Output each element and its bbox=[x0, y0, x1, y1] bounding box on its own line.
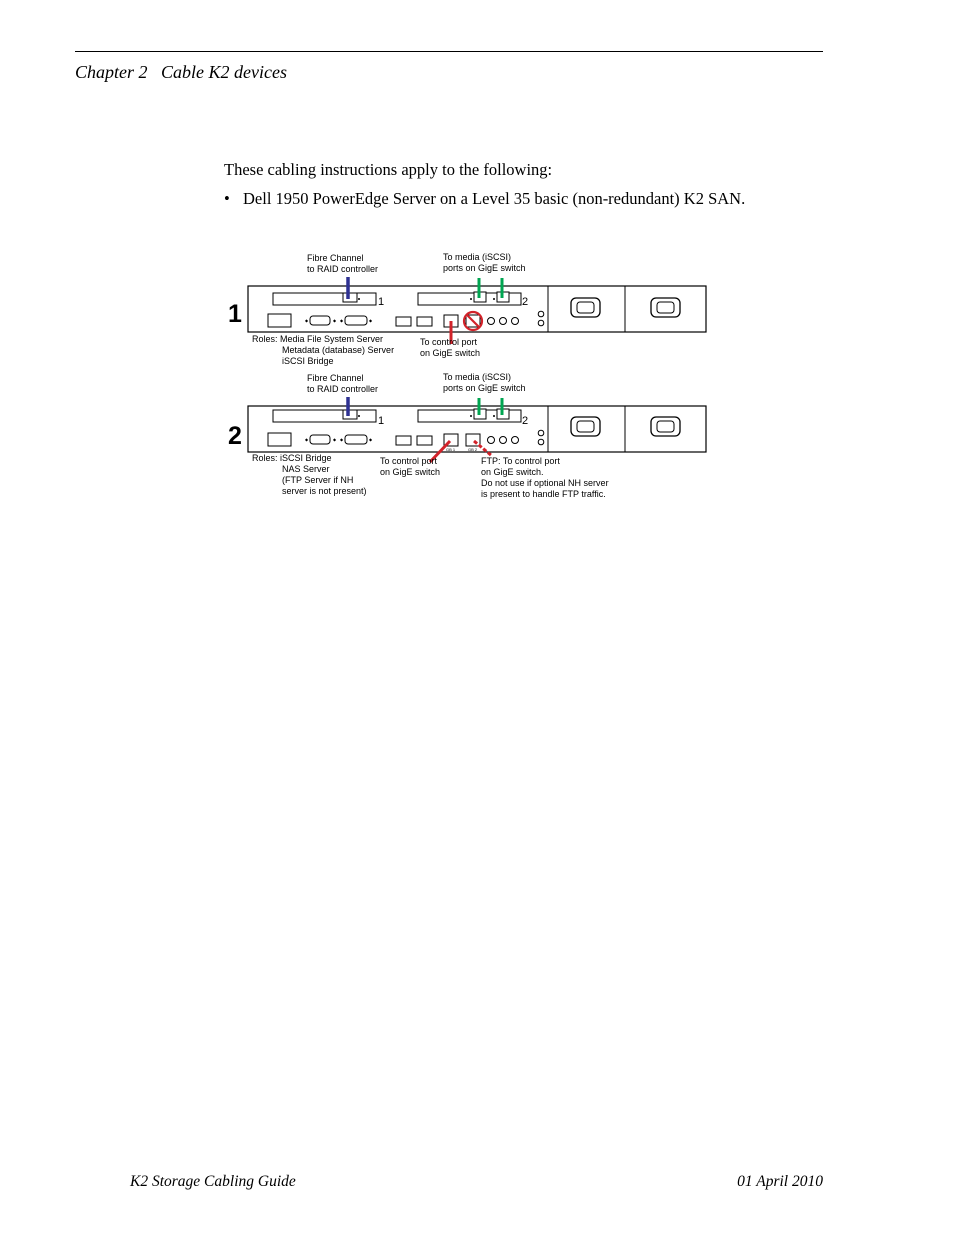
server-2-slot-label-2: 2 bbox=[522, 415, 529, 427]
footer-doc-title: K2 Storage Cabling Guide bbox=[130, 1173, 296, 1190]
server-1-control-label-line2: on GigE switch bbox=[420, 348, 481, 358]
cabling-diagram bbox=[0, 240, 954, 510]
server-2-control-label-line2: on GigE switch bbox=[380, 467, 441, 477]
server-2-control-label-line1: To control port bbox=[380, 456, 438, 466]
server-2-ftp-label-line4: is present to handle FTP traffic. bbox=[481, 489, 606, 499]
server-1-roles-line3: iSCSI Bridge bbox=[282, 356, 334, 366]
server-2-roles-line3: (FTP Server if NH bbox=[282, 475, 354, 485]
server-2-vga-screw-icon: ◆ bbox=[340, 437, 344, 442]
server-1-led-icon bbox=[470, 298, 472, 300]
server-1-group bbox=[228, 252, 706, 366]
server-2-serial-screw-icon: ◆ bbox=[305, 437, 309, 442]
server-1-serial-screw-icon: ◆ bbox=[333, 318, 337, 323]
bullet-text: Dell 1950 PowerEdge Server on a Level 35 basic (non-redundant) K2 SAN. bbox=[243, 189, 746, 208]
server-2-fibre-label-line1: Fibre Channel bbox=[307, 373, 364, 383]
server-1-fc-led-icon bbox=[358, 298, 360, 300]
server-2-roles-line2: NAS Server bbox=[282, 464, 330, 474]
server-1-led-icon bbox=[493, 298, 495, 300]
server-1-slot-label-2: 2 bbox=[522, 296, 529, 308]
server-2-roles-line4: server is not present) bbox=[282, 486, 367, 496]
server-2-media-label-line1: To media (iSCSI) bbox=[443, 372, 512, 382]
server-1-roles-line1: Roles: Media File System Server bbox=[252, 334, 384, 344]
server-2-serial-screw-icon: ◆ bbox=[333, 437, 337, 442]
server-1-vga-screw-icon: ◆ bbox=[340, 318, 344, 323]
server-1-serial-screw-icon: ◆ bbox=[305, 318, 309, 323]
intro-paragraph: These cabling instructions apply to the following: bbox=[224, 160, 553, 179]
server-1-roles-line2: Metadata (database) Server bbox=[282, 345, 395, 355]
server-2-fc-port-icon bbox=[343, 410, 357, 419]
server-1-control-label-line1: To control port bbox=[420, 337, 478, 347]
server-2-vga-screw-icon: ◆ bbox=[369, 437, 373, 442]
server-2-media-label-line2: ports on GigE switch bbox=[443, 383, 526, 393]
server-1-fc-port-icon bbox=[343, 293, 357, 302]
server-2-led-icon bbox=[470, 415, 472, 417]
server-2-gb1-label: GB 1 bbox=[446, 447, 456, 452]
server-2-ftp-label-line3: Do not use if optional NH server bbox=[481, 478, 609, 488]
server-1-number: 1 bbox=[228, 300, 242, 328]
bullet-item bbox=[224, 189, 745, 209]
server-2-led-icon bbox=[493, 415, 495, 417]
server-2-fibre-label-line2: to RAID controller bbox=[307, 384, 379, 394]
chapter-heading: Chapter 2 Cable K2 devices bbox=[75, 62, 287, 82]
server-1-fibre-label-line2: to RAID controller bbox=[307, 264, 379, 274]
server-2-ftp-label-line1: FTP: To control port bbox=[481, 456, 560, 466]
server-2-gb2-label: GB 2 bbox=[468, 447, 478, 452]
server-1-slot-label-1: 1 bbox=[378, 296, 385, 308]
server-1-media-label-line2: ports on GigE switch bbox=[443, 263, 526, 273]
bullet-dot-icon: • bbox=[224, 189, 230, 208]
server-2-group bbox=[228, 372, 706, 499]
server-2-ftp-label-line2: on GigE switch. bbox=[481, 467, 544, 477]
server-2-slot-label-1: 1 bbox=[378, 415, 385, 427]
server-2-fc-led-icon bbox=[358, 415, 360, 417]
server-2-number: 2 bbox=[228, 422, 242, 450]
server-1-vga-screw-icon: ◆ bbox=[369, 318, 373, 323]
server-2-gb2-port-icon bbox=[466, 434, 480, 446]
server-1-fibre-label-line1: Fibre Channel bbox=[307, 253, 364, 263]
server-1-media-label-line1: To media (iSCSI) bbox=[443, 252, 512, 262]
header-rule bbox=[75, 51, 823, 52]
footer-date: 01 April 2010 bbox=[737, 1173, 823, 1190]
server-2-roles-line1: Roles: iSCSI Bridge bbox=[252, 453, 332, 463]
